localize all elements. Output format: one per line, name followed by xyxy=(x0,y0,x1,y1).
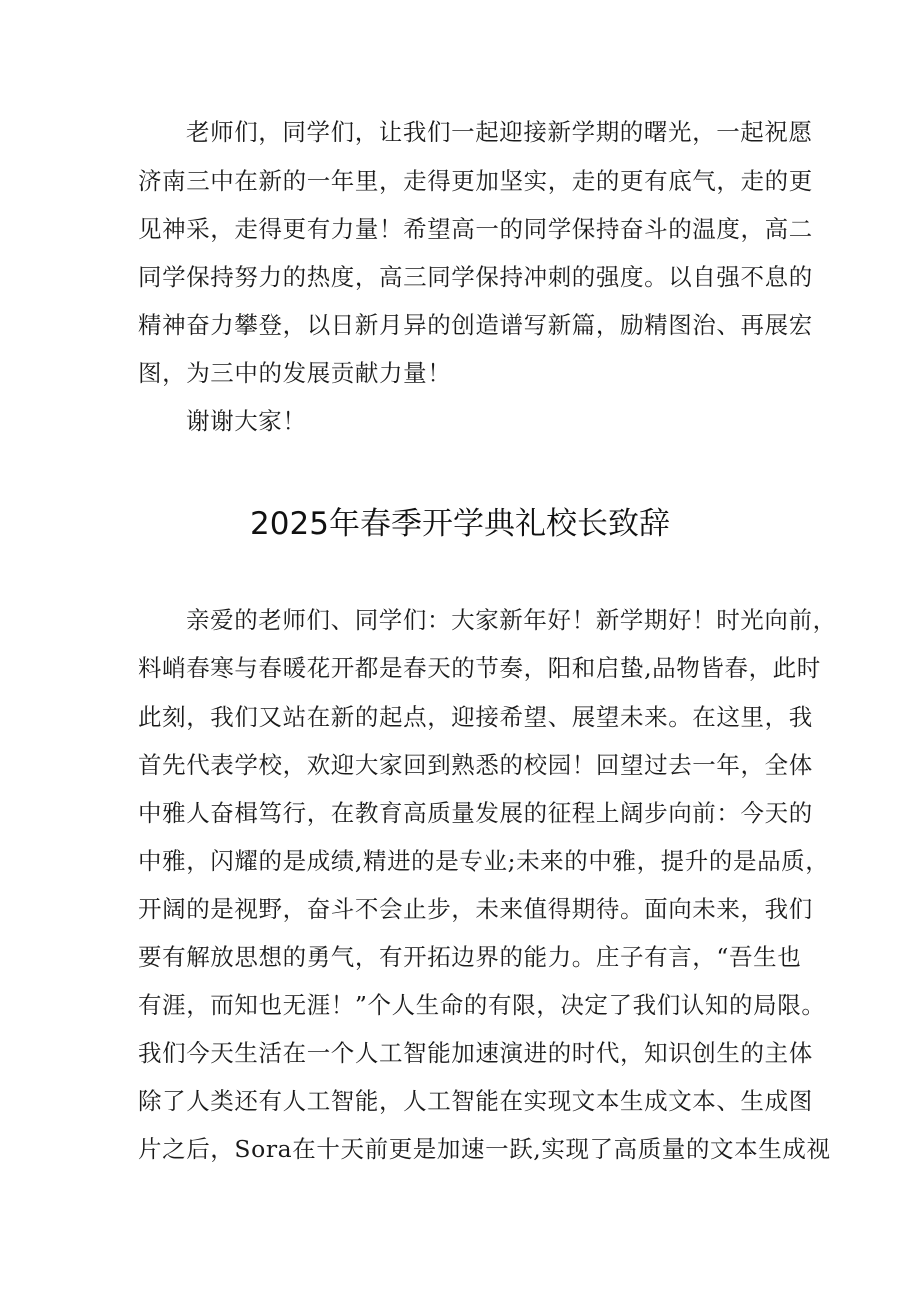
paragraph-line: 同学保持努力的热度，高三同学保持冲刺的强度。以自强不息的 xyxy=(138,263,813,291)
paragraph-line: 老师们，同学们，让我们一起迎接新学期的曙光，一起祝愿 xyxy=(186,118,813,146)
paragraph-line: 见神采，走得更有力量！希望高一的同学保持奋斗的温度，高二 xyxy=(138,215,813,243)
paragraph-line: 亲爱的老师们、同学们：大家新年好！新学期好！时光向前， xyxy=(186,606,837,634)
closing-thanks: 谢谢大家！ xyxy=(186,407,307,435)
paragraph-line: 济南三中在新的一年里，走得更加坚实，走的更有底气，走的更 xyxy=(138,167,813,195)
paragraph-line: 料峭春寒与春暖花开都是春天的节奏，阳和启蛰,品物皆春，此时 xyxy=(138,654,821,682)
paragraph-line: 要有解放思想的勇气，有开拓边界的能力。庄子有言，“吾生也 xyxy=(138,943,802,971)
paragraph-line: 有涯，而知也无涯！”个人生命的有限，决定了我们认知的局限。 xyxy=(138,991,826,1019)
paragraph-line: 我们今天生活在一个人工智能加速演进的时代，知识创生的主体 xyxy=(138,1039,813,1067)
paragraph-line: 中雅，闪耀的是成绩,精进的是专业;未来的中雅，提升的是品质， xyxy=(138,847,830,875)
paragraph-line: 图，为三中的发展贡献力量！ xyxy=(138,359,452,387)
paragraph-line: 片之后，Sora在十天前更是加速一跃,实现了高质量的文本生成视 xyxy=(138,1135,831,1163)
paragraph-line: 首先代表学校，欢迎大家回到熟悉的校园！回望过去一年，全体 xyxy=(138,751,813,779)
paragraph-line: 中雅人奋楫笃行，在教育高质量发展的征程上阔步向前：今天的 xyxy=(138,799,813,827)
page-title: 2025年春季开学典礼校长致辞 xyxy=(250,506,670,542)
paragraph-line: 除了人类还有人工智能，人工智能在实现文本生成文本、生成图 xyxy=(138,1087,813,1115)
paragraph-line: 此刻，我们又站在新的起点，迎接希望、展望未来。在这里，我 xyxy=(138,703,813,731)
paragraph-line: 开阔的是视野，奋斗不会止步，未来值得期待。面向未来，我们 xyxy=(138,895,813,923)
paragraph-line: 精神奋力攀登，以日新月异的创造谱写新篇，励精图治、再展宏 xyxy=(138,311,813,339)
